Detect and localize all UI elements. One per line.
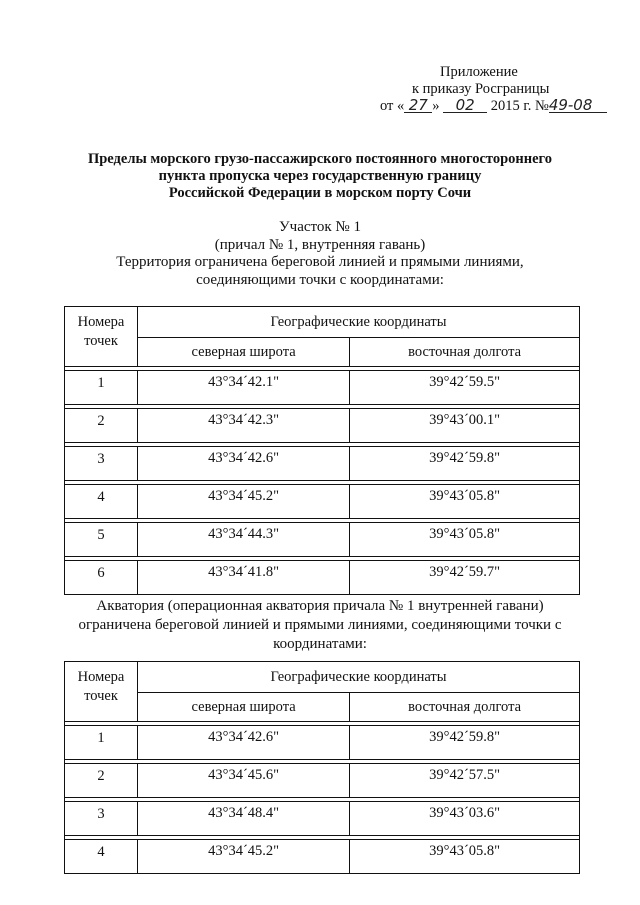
handwritten-day: 27: [404, 98, 432, 113]
longitude-cell: 39°43´05.8": [350, 485, 580, 519]
table-row: [65, 371, 580, 405]
point-number-cell: 1: [65, 371, 138, 405]
point-number-cell: 3: [65, 447, 138, 481]
appendix-label: Приложение: [440, 64, 518, 80]
section-1-description-1: Территория ограничена береговой линией и прямыми линиями,: [116, 254, 524, 270]
column-header-geo-coordinates: Географические координаты: [138, 307, 580, 338]
longitude-cell: 39°42´59.8": [350, 447, 580, 481]
longitude-cell: 39°43´05.8": [350, 840, 580, 874]
column-header-latitude: северная широта: [138, 693, 350, 722]
latitude-cell: 43°34´45.6": [138, 764, 350, 798]
section-2-line-3: координатами:: [273, 636, 367, 652]
handwritten-order-number: 49-08: [549, 98, 607, 113]
title-line-3: Российской Федерации в морском порту Сочи: [168, 185, 472, 201]
column-header-longitude: восточная долгота: [350, 693, 580, 722]
longitude-cell: 39°43´05.8": [350, 523, 580, 557]
title-line-2: пункта пропуска через государственную границу: [158, 168, 482, 184]
table-row: [65, 764, 580, 798]
longitude-cell: 39°42´59.5": [350, 371, 580, 405]
column-header-latitude: северная широта: [138, 338, 350, 367]
longitude-cell: 39°43´00.1": [350, 409, 580, 443]
section-1-heading: [60, 219, 580, 289]
point-number-cell: 5: [65, 523, 138, 557]
section-2-description: [60, 597, 580, 654]
appendix-header: [380, 64, 620, 115]
column-header-geo-coordinates: Географические координаты: [138, 662, 580, 693]
section-2-line-1: Акватория (операционная акватория причала № 1 внутренней гавани): [96, 598, 544, 614]
point-number-cell: 4: [65, 840, 138, 874]
point-number-cell: 2: [65, 409, 138, 443]
column-header-point-number: Номера точек: [65, 307, 138, 367]
table-row: [65, 447, 580, 481]
latitude-cell: 43°34´45.2": [138, 840, 350, 874]
handwritten-month: 02: [443, 98, 487, 113]
table-row: [65, 726, 580, 760]
title-line-1: Пределы морского грузо-пассажирского постоянного многостороннего: [87, 151, 553, 167]
year-and-number-label: 2015 г. №: [490, 98, 549, 114]
column-header-point-number: Номера точек: [65, 662, 138, 722]
latitude-cell: 43°34´45.2": [138, 485, 350, 519]
point-number-cell: 4: [65, 485, 138, 519]
section-1-title: Участок № 1: [279, 219, 361, 235]
point-number-cell: 1: [65, 726, 138, 760]
territory-coordinates-table: [64, 306, 580, 595]
latitude-cell: 43°34´42.6": [138, 726, 350, 760]
table-row: [65, 561, 580, 595]
latitude-cell: 43°34´44.3": [138, 523, 350, 557]
point-number-cell: 3: [65, 802, 138, 836]
order-reference: к приказу Росграницы: [412, 81, 550, 97]
column-header-longitude: восточная долгота: [350, 338, 580, 367]
point-number-cell: 6: [65, 561, 138, 595]
order-date-number: [380, 98, 620, 115]
latitude-cell: 43°34´48.4": [138, 802, 350, 836]
latitude-cell: 43°34´42.3": [138, 409, 350, 443]
section-1-description-2: соединяющими точки с координатами:: [196, 271, 444, 288]
latitude-cell: 43°34´42.6": [138, 447, 350, 481]
point-number-cell: 2: [65, 764, 138, 798]
longitude-cell: 39°42´57.5": [350, 764, 580, 798]
longitude-cell: 39°42´59.8": [350, 726, 580, 760]
date-prefix: от «: [380, 98, 405, 114]
table-row: [65, 840, 580, 874]
latitude-cell: 43°34´41.8": [138, 561, 350, 595]
latitude-cell: 43°34´42.1": [138, 371, 350, 405]
table-row: [65, 523, 580, 557]
section-2-line-2: ограничена береговой линией и прямыми линиями, соединяющими точки с: [78, 617, 562, 633]
water-area-coordinates-table: [64, 661, 580, 874]
date-mid: »: [432, 98, 440, 114]
longitude-cell: 39°42´59.7": [350, 561, 580, 595]
document-title: [60, 151, 580, 202]
table-row: [65, 409, 580, 443]
table-row: [65, 485, 580, 519]
table-row: [65, 802, 580, 836]
longitude-cell: 39°43´03.6": [350, 802, 580, 836]
section-1-subtitle: (причал № 1, внутренняя гавань): [214, 236, 426, 253]
